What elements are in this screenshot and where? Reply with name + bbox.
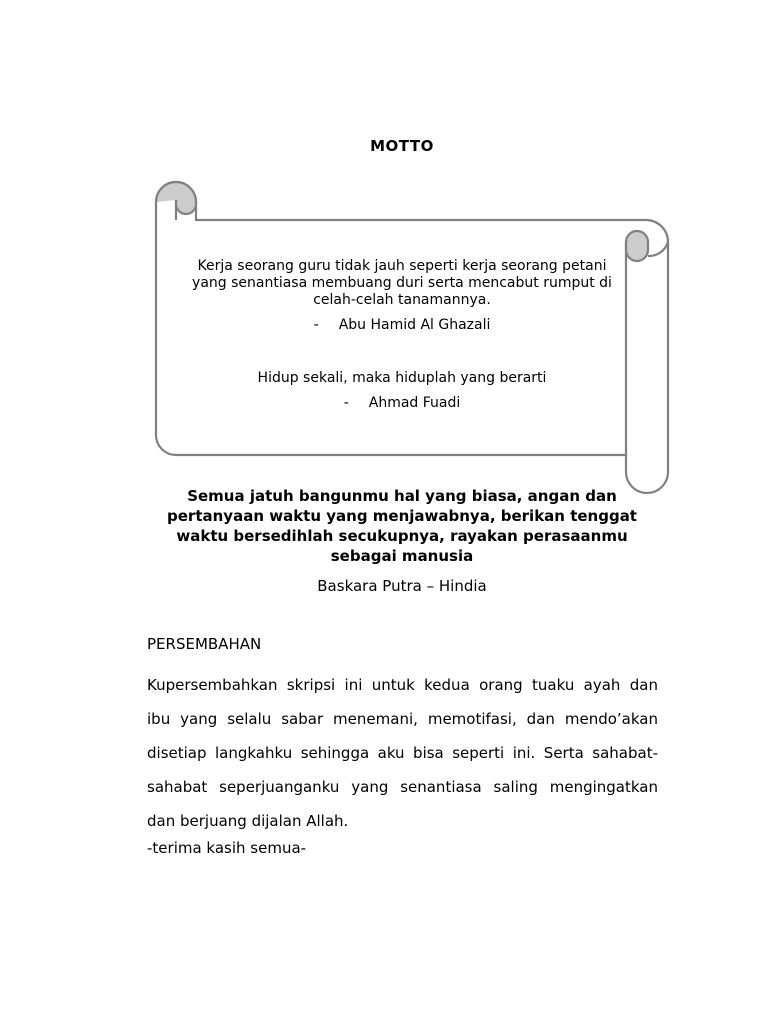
dedication-line: disetiap langkahku sehingga aku bisa seperti ini. Serta sahabat- [147, 744, 658, 762]
highlight-quote: Semua jatuh bangunmu hal yang biasa, angan dan pertanyaan waktu yang menjawabnya, berikan tenggat waktu bersedihlah secukupnya, rayakan perasaanmu sebagai manusia [167, 487, 637, 565]
dedication-line: dan berjuang dijalan Allah. [147, 812, 349, 830]
author-2-name: Ahmad Fuadi [368, 395, 461, 411]
author-1-name: Abu Hamid Al Ghazali [338, 317, 491, 333]
scroll-curl-right [626, 231, 648, 261]
motto-author-1 [188, 317, 616, 334]
dedication-paragraph [147, 668, 658, 838]
highlight-attribution: Baskara Putra – Hindia [317, 577, 487, 595]
dedication-closing: -terima kasih semua- [147, 839, 307, 857]
dedication-line: Kupersembahkan skripsi ini untuk kedua orang tuaku ayah dan [147, 676, 658, 694]
dedication-line: ibu yang selalu sabar menemani, memotifasi, dan mendo’akan [147, 710, 658, 728]
page-title: MOTTO [370, 137, 434, 155]
motto-quote-2: Hidup sekali, maka hiduplah yang berarti [257, 370, 547, 386]
dedication-line: sahabat seperjuanganku yang senantiasa saling mengingatkan [147, 778, 658, 796]
scroll-content [188, 258, 616, 412]
motto-quote-1: Kerja seorang guru tidak jauh seperti kerja seorang petani yang senantiasa membuang duri serta mencabut rumput di celah-celah tanamannya. [192, 258, 612, 308]
author-1-dash: - [313, 317, 319, 333]
motto-author-2 [188, 395, 616, 412]
dedication-heading: PERSEMBAHAN [147, 635, 262, 653]
author-2-dash: - [343, 395, 349, 411]
